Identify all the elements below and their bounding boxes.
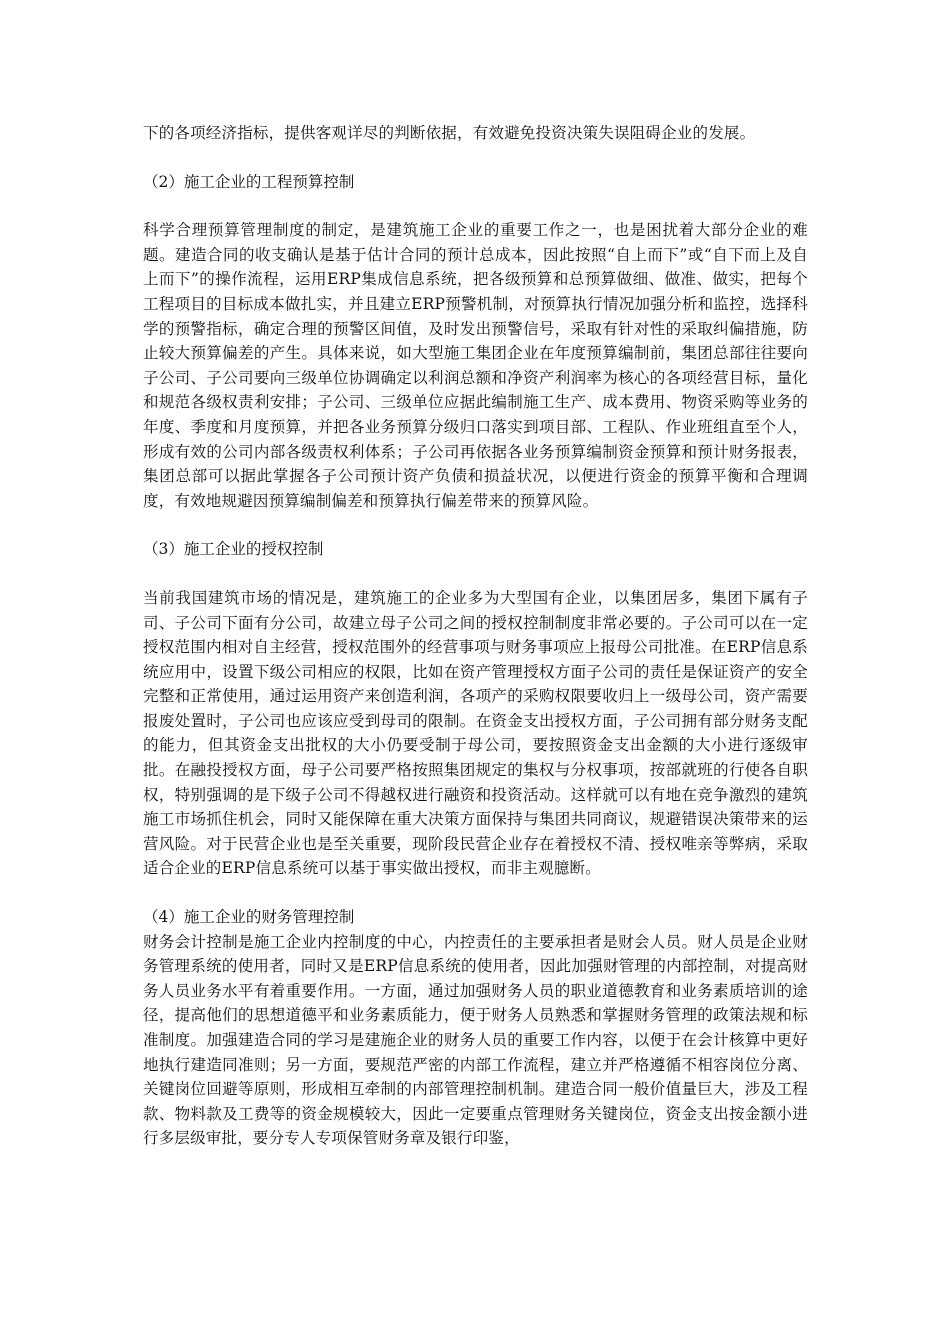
section-heading-3: （3）施工企业的授权控制 [143,540,324,559]
paragraph-financial-control: 财务会计控制是施工企业内控制度的中心，内控责任的主要承担者是财会人员。财人员是企业财务管理系统的使用者，同时又是ERP信息系统的使用者，因此加强财管理的内部控制，对提高财务人员业务水平有着重要作用。一方面，通过加强财务人员的职业道德教育和业务素质培训的途径，提高他们的思想道德平和业务素质能力，便于财务人员熟悉和掌握财务管理的政策法规和标准制度。加强建造合同的学习是建施企业的财务人员的重要工作内容，以便于在会计核算中更好地执行建造同准则；另一方面，要规范严密的内部工作流程，建立并严格遵循不相容岗位分离、关键岗位回避等原则，形成相互牵制的内部管理控制机制。建造合同一般价值量巨大，涉及工程款、物料款及工费等的资金规模较大，因此一定要重点管理财务关键岗位，资金支出按金额小进行多层级审批，要分专人专项保管财务章及银行印鉴， [143,932,808,1148]
paragraph-budget-control: 科学合理预算管理制度的制定，是建筑施工企业的重要工作之一，也是困扰着大部分企业的难题。建造合同的收支确认是基于估计合同的预计总成本，因此按照“自上而下”或“自下而上及自上而下”的操作流程，运用ERP集成信息系统，把各级预算和总预算做细、做准、做实，把每个工程项目的目标成本做扎实，并且建立ERP预警机制，对预算执行情况加强分析和监控，选择科学的预警指标，确定合理的预警区间值，及时发出预警信号，采取有针对性的采取纠偏措施，防止较大预算偏差的产生。具体来说，如大型施工集团企业在年度预算编制前，集团总部往往要向子公司、子公司要向三级单位协调确定以利润总额和净资产利润率为核心的各项经营目标，量化和规范各级权责利安排；子公司、三级单位应据此编制施工生产、成本费用、物资采购等业务的年度、季度和月度预算，并把各业务预算分级归口落实到项目部、工程队、作业班组直至个人，形成有效的公司内部各级责权利体系；子公司再依据各业务预算编制资金预算和预计财务报表，集团总部可以据此掌握各子公司预计资产负债和损益状况，以便进行资金的预算平衡和合理调度，有效地规避因预算编制偏差和预算执行偏差带来的预算风险。 [143,221,808,510]
section-heading-4: （4）施工企业的财务管理控制 [143,908,355,927]
section-heading-2: （2）施工企业的工程预算控制 [143,172,355,191]
paragraph-authorization-control: 当前我国建筑市场的情况是，建筑施工的企业多为大型国有企业，以集团居多，集团下属有子司、子公司下面有分公司，故建立母子公司之间的授权控制制度非常必要的。子公司可以在一定授权范围内相对自主经营，授权范围外的经营事项与财务事项应上报母公司批准。在ERP信息系统应用中，设置下级公司相应的权限，比如在资产管理授权方面子公司的责任是保证资产的安全完整和正常使用，通过运用资产来创造利润，各项产的采购权限要收归上一级母公司，资产需要报废处置时，子公司也应该应受到母司的限制。在资金支出授权方面，子公司拥有部分财务支配的能力，但其资金支出批权的大小仍要受制于母公司，要按照资金支出金额的大小进行逐级审批。在融投授权方面，母子公司要严格按照集团规定的集权与分权事项，按部就班的行使各自职权，特别强调的是下级子公司不得越权进行融资和投资活动。这样就可以有地在竞争激烈的建筑施工市场抓住机会，同时又能保障在重大决策方面保持与集团共同商议，规避错误决策带来的运营风险。对于民营企业也是至关重要，现阶段民营企业存在着授权不清、授权唯亲等弊病，采取适合企业的ERP信息系统可以基于事实做出授权，而非主观臆断。 [143,588,808,878]
paragraph-intro: 下的各项经济指标，提供客观详尽的判断依据，有效避免投资决策失误阻碍企业的发展。 [143,124,756,142]
document-page [143,121,808,1151]
